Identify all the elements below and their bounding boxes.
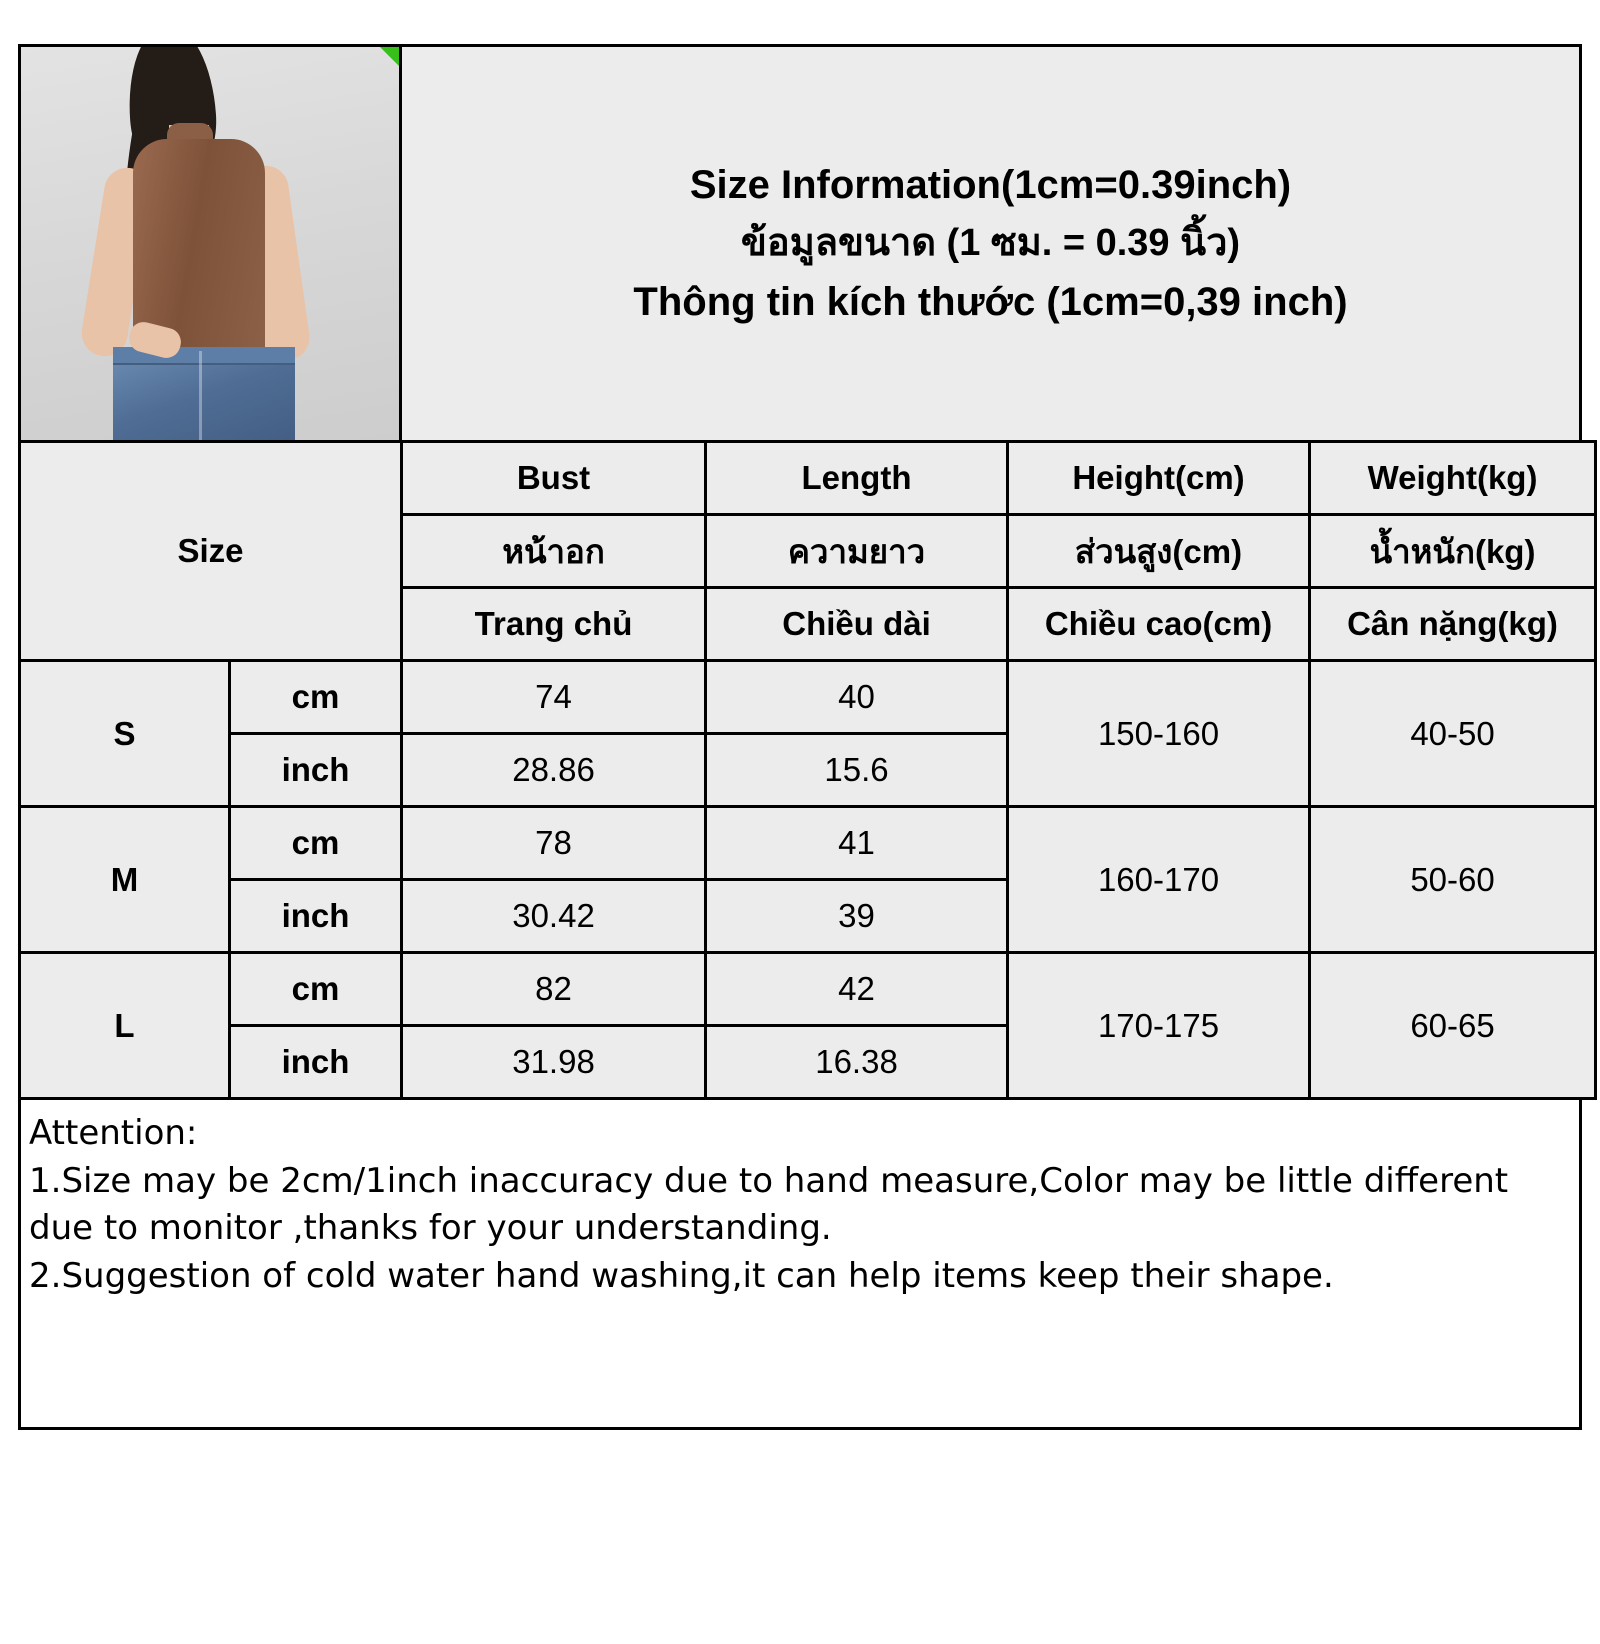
height-l: 170-175 [1008, 953, 1310, 1099]
length-inch-m: 39 [706, 880, 1008, 953]
bust-cm-l: 82 [402, 953, 706, 1026]
attention-heading: Attention: [29, 1113, 198, 1153]
header-size: Size [20, 442, 402, 661]
height-m: 160-170 [1008, 807, 1310, 953]
row-size-l: L [20, 953, 230, 1099]
unit-cm-s: cm [230, 661, 402, 734]
length-cm-l: 42 [706, 953, 1008, 1026]
length-inch-s: 15.6 [706, 734, 1008, 807]
header-bust-th: หน้าอก [402, 515, 706, 588]
unit-inch-s: inch [230, 734, 402, 807]
photo-illustration [21, 47, 399, 440]
title-thai: ข้อมูลขนาด (1 ซม. = 0.39 นิ้ว) [740, 221, 1241, 264]
header-band [18, 44, 1582, 440]
title-english: Size Information(1cm=0.39inch) [689, 162, 1292, 207]
header-weight-vi: Cân nặng(kg) [1310, 588, 1596, 661]
attention-block [18, 1100, 1582, 1430]
weight-m: 50-60 [1310, 807, 1596, 953]
header-height-en: Height(cm) [1008, 442, 1310, 515]
title-vietnamese: Thông tin kích thước (1cm=0,39 inch) [633, 280, 1348, 325]
table-row [20, 953, 1596, 1026]
weight-l: 60-65 [1310, 953, 1596, 1099]
bust-inch-m: 30.42 [402, 880, 706, 953]
attention-line-1: 1.Size may be 2cm/1inch inaccuracy due to hand measure,Color may be little different [29, 1160, 1509, 1201]
header-height-vi: Chiều cao(cm) [1008, 588, 1310, 661]
header-height-th: ส่วนสูง(cm) [1008, 515, 1310, 588]
unit-cm-m: cm [230, 807, 402, 880]
attention-line-2: due to monitor ,thanks for your understanding. [29, 1208, 832, 1249]
bust-inch-l: 31.98 [402, 1026, 706, 1099]
table-header-row-en [20, 442, 1596, 515]
row-size-s: S [20, 661, 230, 807]
green-corner-marker [380, 47, 402, 69]
header-weight-th: น้ำหนัก(kg) [1310, 515, 1596, 588]
title-block [402, 47, 1579, 440]
length-cm-m: 41 [706, 807, 1008, 880]
header-bust-en: Bust [402, 442, 706, 515]
unit-cm-l: cm [230, 953, 402, 1026]
unit-inch-m: inch [230, 880, 402, 953]
unit-inch-l: inch [230, 1026, 402, 1099]
table-row [20, 661, 1596, 734]
bust-cm-s: 74 [402, 661, 706, 734]
table-row [20, 807, 1596, 880]
size-table [18, 440, 1597, 1100]
height-s: 150-160 [1008, 661, 1310, 807]
header-weight-en: Weight(kg) [1310, 442, 1596, 515]
header-length-th: ความยาว [706, 515, 1008, 588]
bust-inch-s: 28.86 [402, 734, 706, 807]
product-photo [21, 47, 402, 440]
header-length-en: Length [706, 442, 1008, 515]
row-size-m: M [20, 807, 230, 953]
length-inch-l: 16.38 [706, 1026, 1008, 1099]
weight-s: 40-50 [1310, 661, 1596, 807]
length-cm-s: 40 [706, 661, 1008, 734]
bust-cm-m: 78 [402, 807, 706, 880]
header-bust-vi: Trang chủ [402, 588, 706, 661]
size-chart-sheet [0, 44, 1600, 1644]
attention-line-3: 2.Suggestion of cold water hand washing,it can help items keep their shape. [29, 1255, 1334, 1296]
header-length-vi: Chiều dài [706, 588, 1008, 661]
